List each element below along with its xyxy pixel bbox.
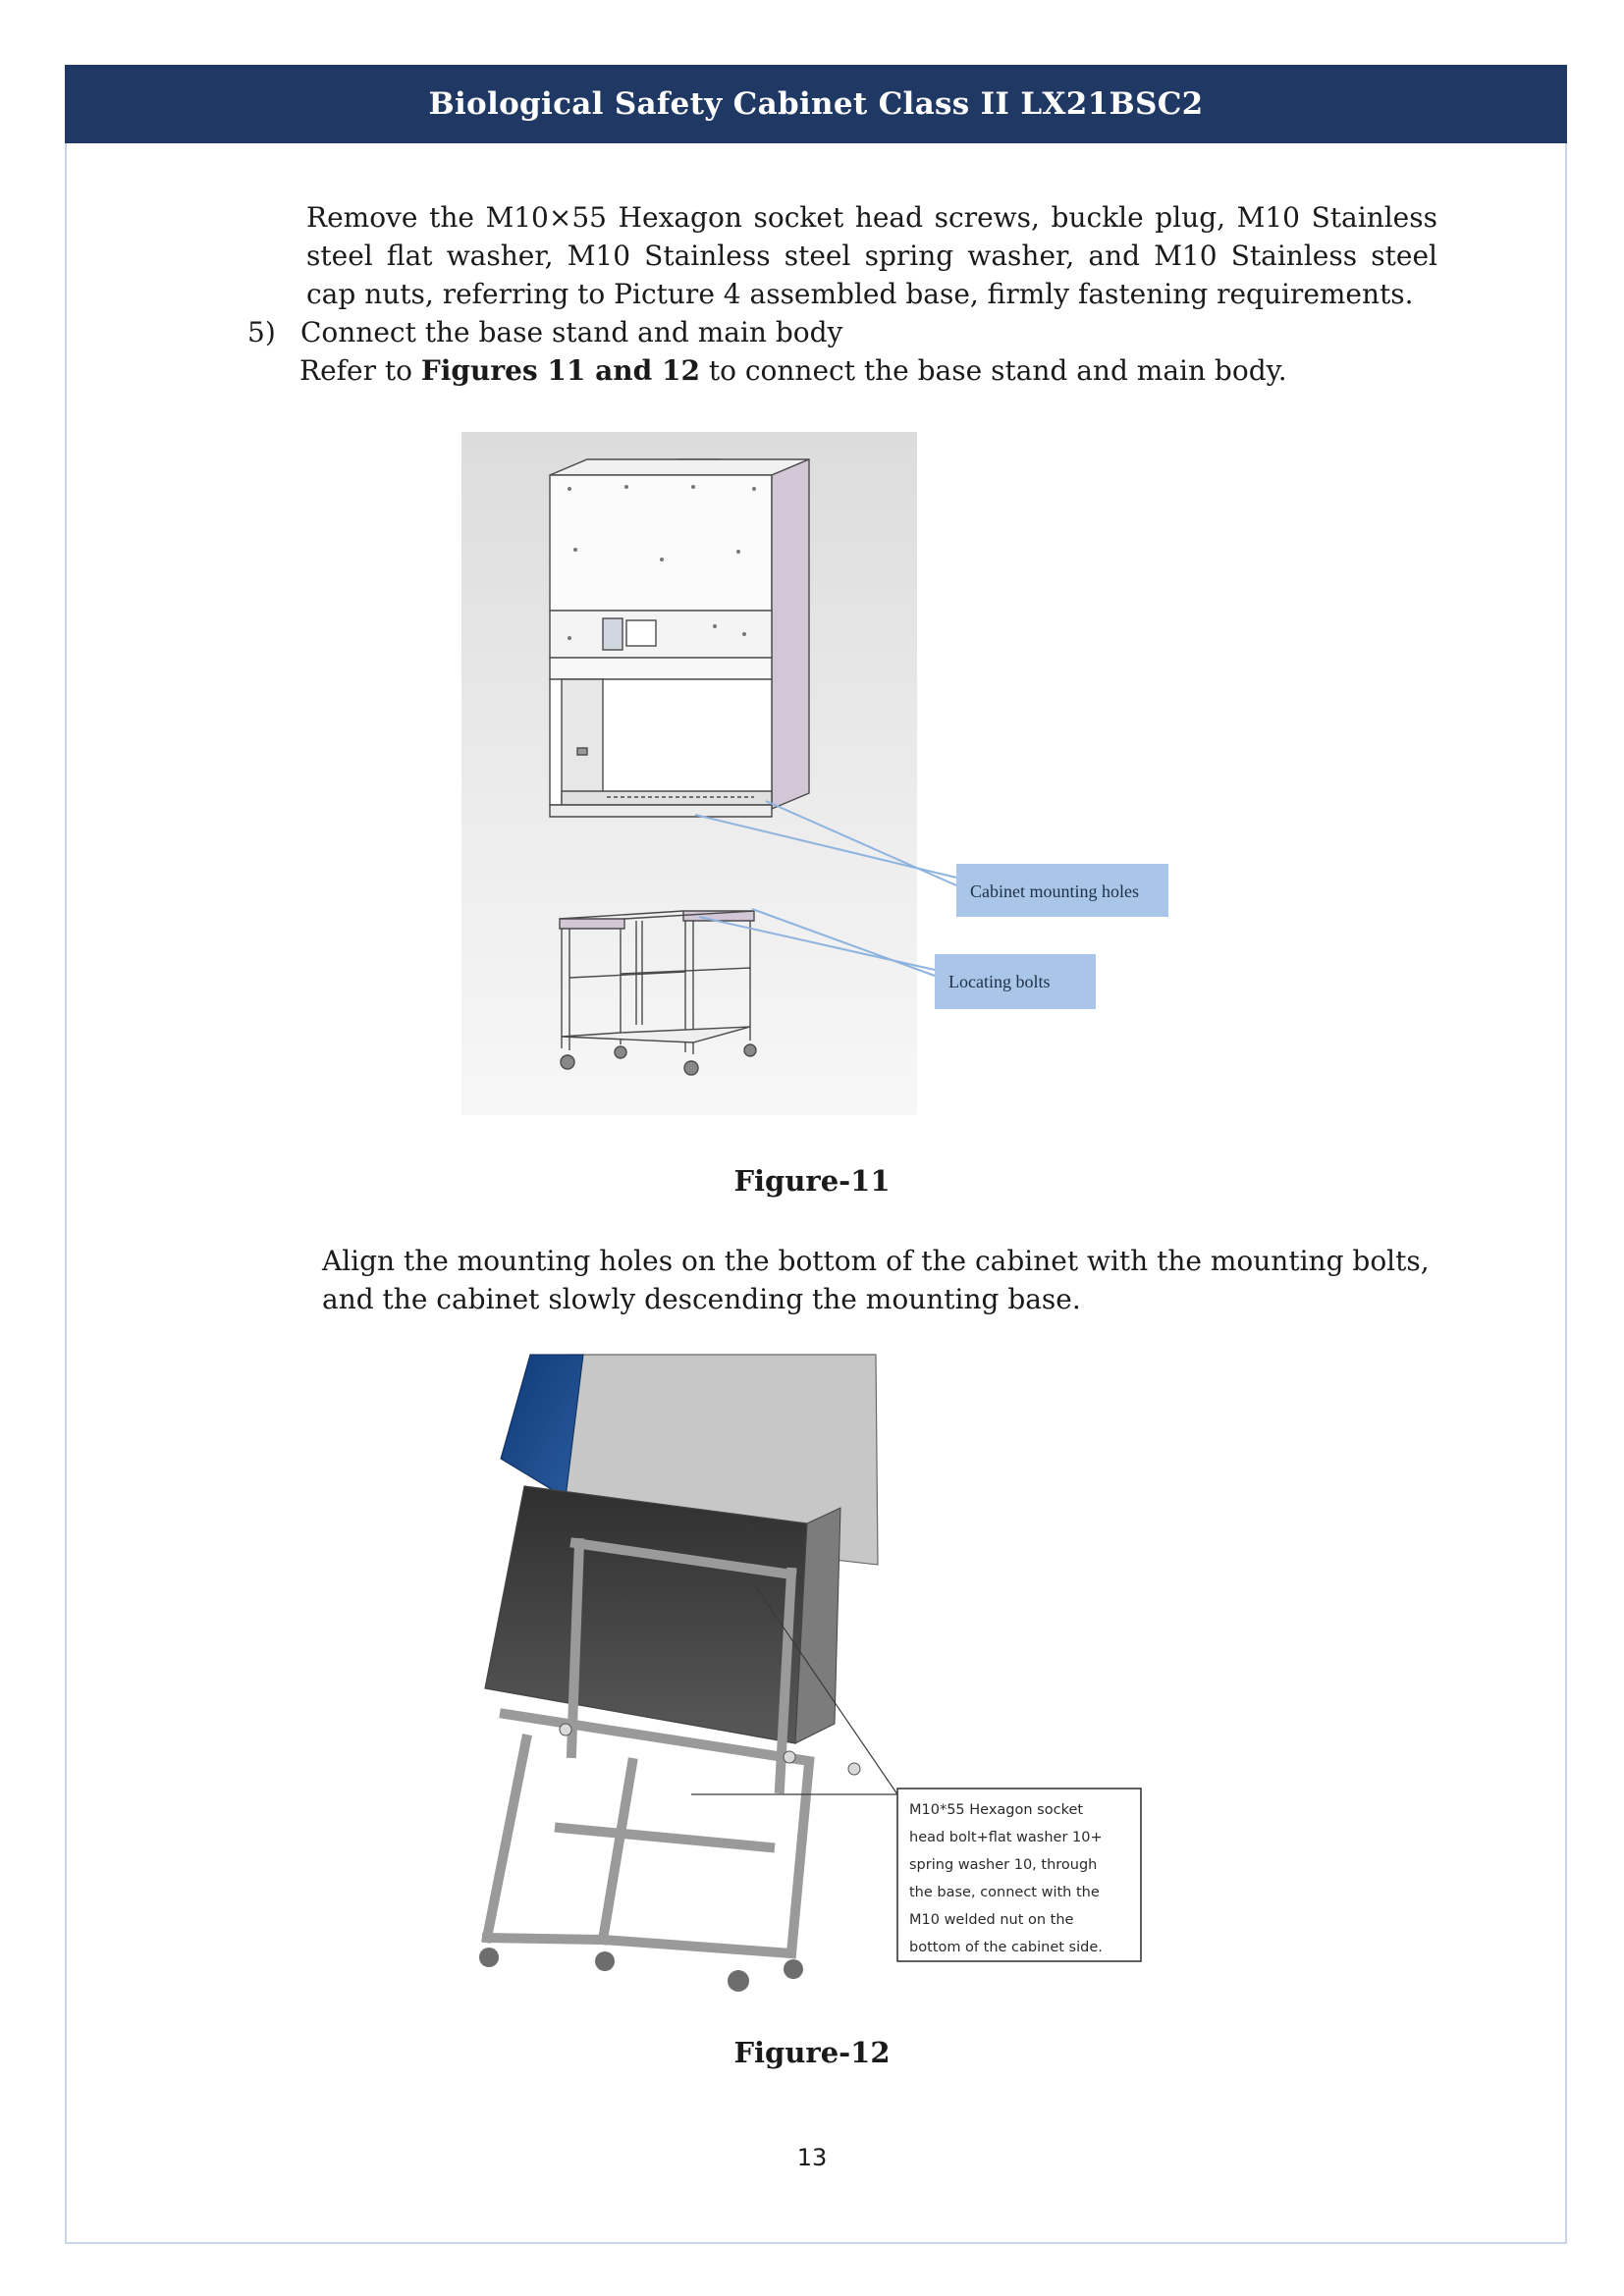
page-number: 13 <box>796 2144 828 2171</box>
figure-12-caption: Figure-12 <box>733 2036 891 2069</box>
align-paragraph: Align the mounting holes on the bottom of the cabinet with the mounting bolts, and the cabinet slowly descending the mounting base. <box>322 1245 1430 1315</box>
callout-line-5: M10 welded nut on the <box>909 1912 1074 1928</box>
refer-prefix: Refer to <box>299 354 421 387</box>
callout-line-6: bottom of the cabinet side. <box>909 1940 1103 1955</box>
callout-line-2: head bolt+flat washer 10+ <box>909 1830 1103 1845</box>
callout-line-1: M10*55 Hexagon socket <box>909 1802 1084 1818</box>
callout-hex-bolt <box>897 1789 1141 1961</box>
document-title: Biological Safety Cabinet Class II LX21BSC2 <box>428 86 1204 122</box>
step-number: 5) <box>247 316 276 348</box>
cabinet-bottom-illustration <box>479 1355 878 1992</box>
callout-line-4: the base, connect with the <box>909 1885 1100 1900</box>
cabinet-illustration <box>550 459 809 817</box>
callout-2-text: Locating bolts <box>948 972 1051 991</box>
step-title: Connect the base stand and main body <box>300 316 843 348</box>
refer-line <box>299 351 1287 390</box>
callout-cabinet-mounting-holes <box>956 864 1168 917</box>
intro-paragraph: Remove the M10×55 Hexagon socket head screws, buckle plug, M10 Stainless steel flat washer, M10 Stainless steel spring washer, and M10 Stainless steel cap nuts, referring to Picture 4 assembled base, firmly fastening requirements. <box>306 201 1437 310</box>
callout-locating-bolts <box>935 954 1096 1009</box>
callout-1-text: Cabinet mounting holes <box>970 881 1139 901</box>
figure-11-caption: Figure-11 <box>733 1164 891 1198</box>
callout-line-3: spring washer 10, through <box>909 1857 1098 1873</box>
figure-12-image <box>465 1351 1172 2008</box>
figure-11-image <box>460 432 1186 1115</box>
refer-figures: Figures 11 and 12 <box>420 354 700 387</box>
document-header <box>65 65 1567 143</box>
refer-suffix: to connect the base stand and main body. <box>699 354 1287 387</box>
